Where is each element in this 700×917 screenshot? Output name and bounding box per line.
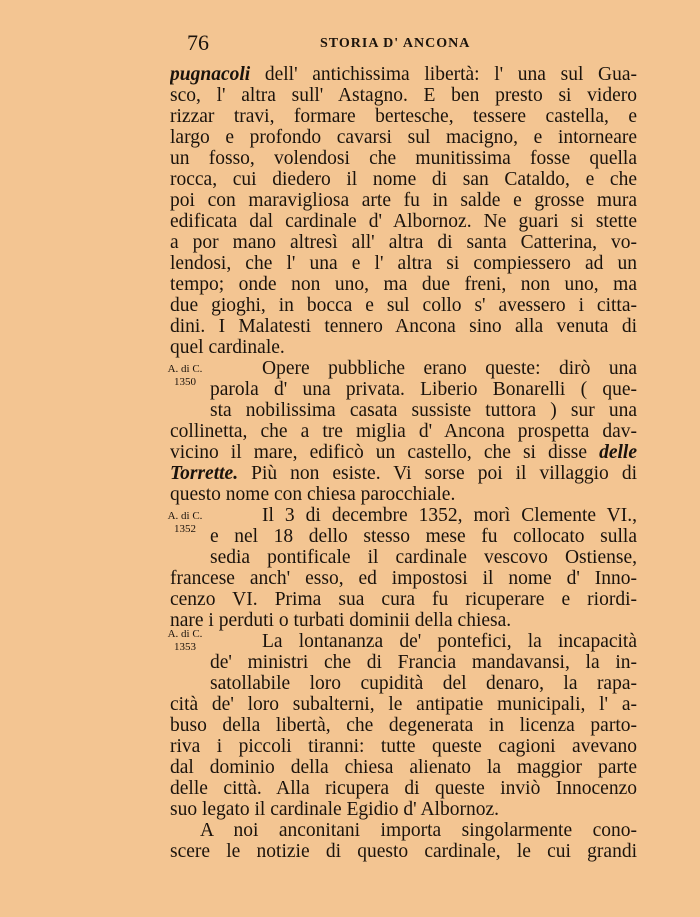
- text-line: [170, 589, 637, 610]
- italic-word: pugnacoli: [170, 64, 251, 85]
- line-text: scere le notizie di questo cardinale, le cui grandi: [170, 841, 637, 862]
- line-text: cità de' loro subalterni, le antipatie municipali, l' a-: [170, 694, 637, 715]
- line-text: largo e profondo cavarsi sul macigno, e intorneare: [170, 127, 637, 148]
- text-line: [170, 694, 637, 715]
- line-text: Il 3 di decembre 1352, morì Clemente VI.,: [262, 505, 637, 526]
- text-line: [170, 547, 637, 568]
- margin-note-year: 1350: [174, 376, 196, 388]
- line-text: sco, l' altra sull' Astagno. E ben presto si videro: [170, 85, 637, 106]
- text-line: [170, 253, 637, 274]
- line-text: sedia pontificale il cardinale vescovo Ostiense,: [210, 547, 637, 568]
- margin-note-year: 1353: [174, 641, 196, 653]
- italic-word: delle: [599, 442, 637, 463]
- line-text: cenzo VI. Prima sua cura fu ricuperare e riordi-: [170, 589, 637, 610]
- line-text: Più non esiste. Vi sorse poi il villaggio di: [238, 463, 637, 484]
- italic-word: Torrette.: [170, 463, 239, 484]
- line-text: dal dominio della chiesa alienato la maggior parte: [170, 757, 637, 778]
- line-text: satollabile loro cupidità del denaro, la rapa-: [210, 673, 637, 694]
- line-text: a por mano altresì all' altra di santa Catterina, vo-: [170, 232, 637, 253]
- text-line: [170, 295, 637, 316]
- text-line: [170, 85, 637, 106]
- text-line: [170, 442, 637, 463]
- text-line: [170, 274, 637, 295]
- text-line: [170, 631, 637, 652]
- line-text: delle città. Alla ricupera di queste inviò Innocenzo: [170, 778, 637, 799]
- text-line: [170, 127, 637, 148]
- text-line: [170, 568, 637, 589]
- line-text: tempo; onde non uno, ma due freni, non uno, ma: [170, 274, 637, 295]
- line-text: dini. I Malatesti tennero Ancona sino alla venuta di: [170, 316, 637, 337]
- text-line: [170, 736, 637, 757]
- line-text: due gioghi, in bocca e sul collo s' avessero i citta-: [170, 295, 637, 316]
- line-text: rocca, cui diedero il nome di san Cataldo, e che: [170, 169, 637, 190]
- line-text: un fosso, volendosi che munitissima fosse quella: [170, 148, 637, 169]
- text-line: [170, 232, 637, 253]
- text-line: [170, 316, 637, 337]
- margin-note-label: A. di C.: [167, 510, 203, 522]
- page-header: [187, 30, 637, 58]
- text-line: [170, 379, 637, 400]
- text-line: [170, 421, 637, 442]
- line-text: sta nobilissima casata sussiste tuttora ) sur una: [210, 400, 637, 421]
- text-line: [170, 778, 637, 799]
- text-line: [170, 169, 637, 190]
- line-text: francese anch' esso, ed impostosi il nome d' Inno-: [170, 568, 637, 589]
- text-line: [170, 106, 637, 127]
- line-text: A noi anconitani importa singolarmente cono-: [200, 820, 637, 841]
- margin-note-year: 1352: [174, 523, 196, 535]
- running-title: STORIA D' ANCONA: [320, 36, 471, 51]
- line-text: questo nome con chiesa parocchiale.: [170, 484, 456, 505]
- page-number: 76: [187, 30, 209, 55]
- line-text: poi con maravigliosa arte fu in salde e grosse mura: [170, 190, 637, 211]
- text-line: [170, 820, 637, 841]
- text-line: [170, 505, 637, 526]
- line-text: de' ministri che di Francia mandavansi, la in-: [210, 652, 637, 673]
- text-line: [170, 715, 637, 736]
- body-text: [170, 64, 637, 862]
- text-line: [170, 526, 637, 547]
- line-text: lendosi, che l' una e l' altra si compiessero ad un: [170, 253, 637, 274]
- text-line: [170, 799, 637, 820]
- text-line: [170, 358, 637, 379]
- line-text: parola d' una privata. Liberio Bonarelli ( que-: [210, 379, 637, 400]
- line-text: buso della libertà, che degenerata in licenza parto-: [170, 715, 637, 736]
- line-text: suo legato il cardinale Egidio d' Albornoz.: [170, 799, 499, 820]
- line-text: e nel 18 dello stesso mese fu collocato sulla: [210, 526, 637, 547]
- text-line: [170, 652, 637, 673]
- line-text: nare i perduti o turbati dominii della chiesa.: [170, 610, 512, 631]
- text-line: [170, 190, 637, 211]
- line-text: collinetta, che a tre miglia d' Ancona prospetta dav-: [170, 421, 637, 442]
- line-text: vicino il mare, edificò un castello, che si disse: [170, 442, 600, 463]
- text-line: [170, 337, 637, 358]
- line-text: La lontananza de' pontefici, la incapacità: [262, 631, 637, 652]
- line-text: riva i piccoli tiranni: tutte queste cagioni avevano: [170, 736, 637, 757]
- line-text: edificata dal cardinale d' Albornoz. Ne guari si stette: [170, 211, 637, 232]
- line-text: dell' antichissima libertà: l' una sul Gua-: [250, 64, 637, 85]
- text-line: [170, 211, 637, 232]
- margin-note-label: A. di C.: [167, 628, 203, 640]
- margin-note-label: A. di C.: [167, 363, 203, 375]
- text-line: [170, 610, 637, 631]
- line-text: rizzar travi, formare bertesche, tessere castella, e: [170, 106, 637, 127]
- text-line: [170, 400, 637, 421]
- text-line: [170, 841, 637, 862]
- text-line: [170, 64, 637, 85]
- text-line: [170, 484, 637, 505]
- line-text: quel cardinale.: [170, 337, 285, 358]
- text-line: [170, 757, 637, 778]
- text-line: [170, 463, 637, 484]
- line-text: Opere pubbliche erano queste: dirò una: [262, 358, 637, 379]
- text-line: [170, 148, 637, 169]
- text-line: [170, 673, 637, 694]
